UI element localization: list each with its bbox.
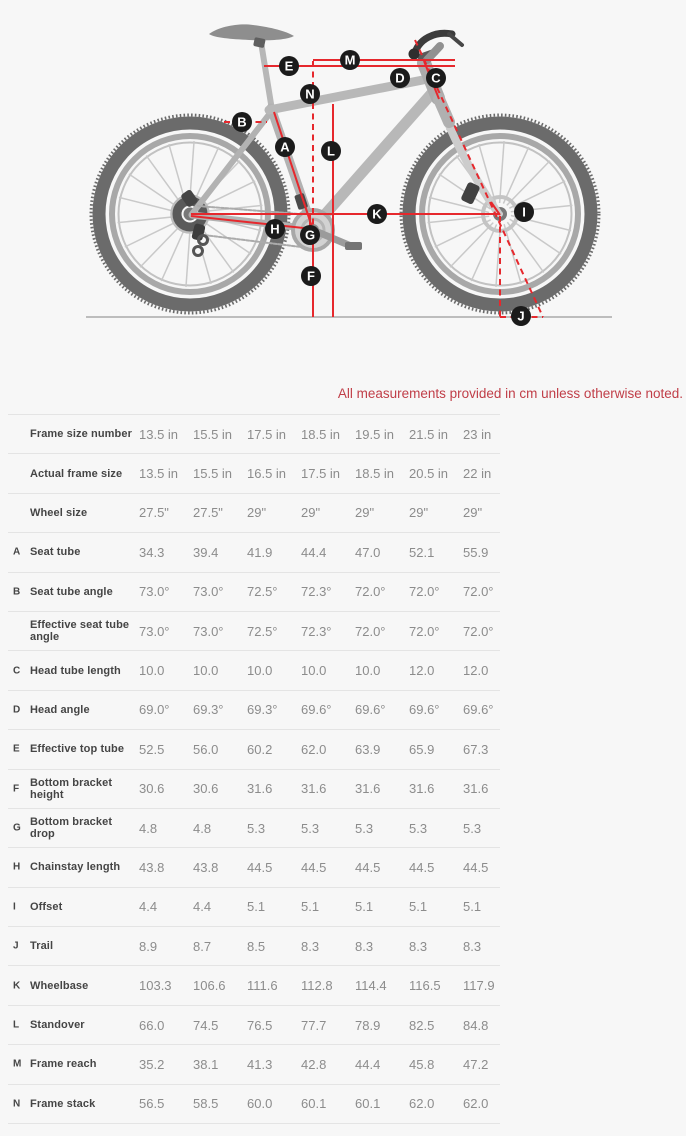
svg-text:I: I bbox=[522, 204, 526, 220]
row-label: Seat tube angle bbox=[30, 585, 113, 598]
cell-value: 44.4 bbox=[301, 544, 327, 560]
cell-value: 5.1 bbox=[409, 899, 428, 915]
row-label-cell bbox=[8, 940, 139, 952]
cell-value: 18.5 in bbox=[301, 426, 341, 442]
table-row bbox=[8, 888, 500, 927]
row-label: Bottom bracket height bbox=[30, 776, 113, 801]
cell-value: 67.3 bbox=[463, 741, 489, 757]
marker-H bbox=[265, 219, 285, 239]
row-letter: D bbox=[13, 704, 21, 716]
row-label-cell bbox=[8, 546, 139, 558]
row-letter: C bbox=[13, 665, 21, 677]
row-label: Wheel size bbox=[30, 506, 88, 519]
cell-value: 56.0 bbox=[193, 741, 219, 757]
cell-value: 43.8 bbox=[193, 859, 219, 875]
marker-E bbox=[279, 56, 299, 76]
row-label: Trail bbox=[30, 940, 54, 953]
cell-value: 29" bbox=[355, 505, 375, 521]
cell-value: 10.0 bbox=[139, 663, 165, 679]
cell-value: 69.6° bbox=[355, 702, 386, 718]
cell-value: 73.0° bbox=[139, 584, 170, 600]
cell-value: 62.0 bbox=[409, 1096, 435, 1112]
cell-value: 47.0 bbox=[355, 544, 381, 560]
cell-value: 13.5 in bbox=[139, 466, 179, 482]
cell-value: 69.0° bbox=[139, 702, 170, 718]
svg-text:G: G bbox=[304, 227, 316, 243]
cell-value: 60.2 bbox=[247, 741, 273, 757]
row-label-cell bbox=[8, 619, 139, 643]
cell-value: 27.5" bbox=[139, 505, 169, 521]
row-label-cell bbox=[8, 1058, 139, 1070]
cell-value: 76.5 bbox=[247, 1017, 273, 1033]
marker-N bbox=[300, 84, 320, 104]
row-label: Effective seat tube angle bbox=[30, 619, 130, 644]
cell-value: 38.1 bbox=[193, 1056, 219, 1072]
row-letter: E bbox=[13, 743, 20, 755]
marker-J bbox=[511, 306, 531, 326]
cell-value: 5.3 bbox=[355, 820, 374, 836]
row-label-cell bbox=[8, 665, 139, 677]
measurement-lines bbox=[191, 40, 543, 317]
cell-value: 111.6 bbox=[247, 978, 278, 994]
cell-value: 12.0 bbox=[463, 663, 489, 679]
svg-text:F: F bbox=[307, 268, 315, 284]
table-row bbox=[8, 415, 500, 454]
marker-B bbox=[232, 112, 252, 132]
cell-value: 8.3 bbox=[463, 938, 482, 954]
cell-value: 29" bbox=[301, 505, 321, 521]
row-label: Standover bbox=[30, 1019, 85, 1032]
row-label-cell bbox=[8, 428, 139, 440]
svg-text:J: J bbox=[517, 308, 525, 324]
cell-value: 60.1 bbox=[301, 1096, 327, 1112]
row-label: Seat tube bbox=[30, 546, 81, 559]
cell-value: 116.5 bbox=[409, 978, 441, 994]
table-row bbox=[8, 966, 500, 1005]
cell-value: 69.6° bbox=[463, 702, 494, 718]
cell-value: 72.0° bbox=[463, 584, 494, 600]
cell-value: 39.4 bbox=[193, 544, 219, 560]
row-label-cell bbox=[8, 704, 139, 716]
cell-value: 72.0° bbox=[409, 584, 440, 600]
cell-value: 44.4 bbox=[355, 1056, 381, 1072]
table-row bbox=[8, 1085, 500, 1124]
table-row bbox=[8, 651, 500, 690]
table-row bbox=[8, 848, 500, 887]
cell-value: 112.8 bbox=[301, 978, 333, 994]
svg-text:M: M bbox=[344, 52, 356, 68]
marker-F bbox=[301, 266, 321, 286]
svg-text:L: L bbox=[327, 143, 335, 159]
row-letter: F bbox=[13, 783, 20, 795]
marker-I bbox=[514, 202, 534, 222]
cell-value: 18.5 in bbox=[355, 466, 395, 482]
cell-value: 47.2 bbox=[463, 1056, 489, 1072]
cell-value: 56.5 bbox=[139, 1096, 165, 1112]
svg-text:D: D bbox=[395, 70, 405, 86]
cell-value: 106.6 bbox=[193, 978, 226, 994]
cell-value: 5.1 bbox=[301, 899, 320, 915]
row-label-cell bbox=[8, 743, 139, 755]
cell-value: 114.4 bbox=[355, 978, 387, 994]
cell-value: 72.3° bbox=[301, 584, 332, 600]
cell-value: 72.3° bbox=[301, 623, 332, 639]
stem bbox=[427, 46, 440, 60]
table-row bbox=[8, 612, 500, 651]
cell-value: 34.3 bbox=[139, 544, 165, 560]
cell-value: 10.0 bbox=[355, 663, 381, 679]
row-label: Frame reach bbox=[30, 1058, 97, 1071]
row-letter: J bbox=[13, 940, 19, 952]
row-label: Frame size number bbox=[30, 428, 132, 441]
row-letter: I bbox=[13, 901, 16, 913]
cell-value: 74.5 bbox=[193, 1017, 219, 1033]
measurement-note: All measurements provided in cm unless otherwise noted. bbox=[337, 386, 683, 401]
cell-value: 5.1 bbox=[463, 899, 482, 915]
row-letter: G bbox=[13, 822, 21, 834]
cell-value: 22 in bbox=[463, 466, 492, 482]
marker-M bbox=[340, 50, 360, 70]
table-row bbox=[8, 770, 500, 809]
row-label-cell bbox=[8, 980, 139, 992]
cell-value: 72.0° bbox=[355, 584, 386, 600]
row-label-cell bbox=[8, 1019, 139, 1031]
cell-value: 15.5 in bbox=[193, 426, 233, 442]
svg-text:B: B bbox=[237, 114, 247, 130]
cell-value: 31.6 bbox=[301, 781, 327, 797]
row-label-cell bbox=[8, 777, 139, 801]
cell-value: 8.3 bbox=[301, 938, 320, 954]
cell-value: 72.0° bbox=[355, 623, 386, 639]
marker-L bbox=[321, 141, 341, 161]
cell-value: 69.6° bbox=[409, 702, 440, 718]
cell-value: 30.6 bbox=[193, 781, 219, 797]
cell-value: 19.5 in bbox=[355, 426, 395, 442]
cell-value: 5.1 bbox=[247, 899, 266, 915]
cell-value: 5.3 bbox=[409, 820, 428, 836]
saddle bbox=[209, 24, 294, 40]
cell-value: 52.1 bbox=[409, 544, 435, 560]
cell-value: 44.5 bbox=[409, 859, 435, 875]
cell-value: 31.6 bbox=[355, 781, 381, 797]
cell-value: 82.5 bbox=[409, 1017, 435, 1033]
derailleur-pulley-lower bbox=[194, 247, 203, 256]
cell-value: 4.8 bbox=[193, 820, 212, 836]
cell-value: 8.3 bbox=[409, 938, 428, 954]
cell-value: 12.0 bbox=[409, 663, 435, 679]
cell-value: 65.9 bbox=[409, 741, 435, 757]
marker-K bbox=[367, 204, 387, 224]
cell-value: 5.3 bbox=[247, 820, 266, 836]
cell-value: 60.0 bbox=[247, 1096, 273, 1112]
cell-value: 5.3 bbox=[463, 820, 482, 836]
table-row bbox=[8, 809, 500, 848]
cell-value: 72.5° bbox=[247, 623, 278, 639]
row-letter: M bbox=[13, 1058, 22, 1070]
svg-text:K: K bbox=[372, 206, 382, 222]
svg-text:N: N bbox=[305, 86, 315, 102]
cell-value: 31.6 bbox=[463, 781, 489, 797]
cell-value: 13.5 in bbox=[139, 426, 179, 442]
cell-value: 72.5° bbox=[247, 584, 278, 600]
cell-value: 43.8 bbox=[139, 859, 165, 875]
cell-value: 23 in bbox=[463, 426, 492, 442]
row-label: Chainstay length bbox=[30, 861, 121, 874]
geometry-table bbox=[8, 414, 500, 1124]
cell-value: 10.0 bbox=[247, 663, 273, 679]
cell-value: 10.0 bbox=[193, 663, 219, 679]
cell-value: 4.8 bbox=[139, 820, 158, 836]
row-label: Bottom bracket drop bbox=[30, 816, 113, 841]
cell-value: 55.9 bbox=[463, 544, 489, 560]
table-row bbox=[8, 494, 500, 533]
table-row bbox=[8, 1006, 500, 1045]
cell-value: 17.5 in bbox=[247, 426, 287, 442]
table-row bbox=[8, 927, 500, 966]
marker-A bbox=[275, 137, 295, 157]
cell-value: 84.8 bbox=[463, 1017, 489, 1033]
cell-value: 52.5 bbox=[139, 741, 165, 757]
row-label-cell bbox=[8, 816, 139, 840]
cell-value: 78.9 bbox=[355, 1017, 381, 1033]
cell-value: 58.5 bbox=[193, 1096, 219, 1112]
cell-value: 16.5 in bbox=[247, 466, 287, 482]
row-letter: B bbox=[13, 586, 21, 598]
row-letter: L bbox=[13, 1019, 20, 1031]
cell-value: 62.0 bbox=[463, 1096, 489, 1112]
cell-value: 69.6° bbox=[301, 702, 332, 718]
cell-value: 73.0° bbox=[193, 584, 224, 600]
cell-value: 44.5 bbox=[301, 859, 327, 875]
svg-text:H: H bbox=[270, 221, 280, 237]
row-label-cell bbox=[8, 901, 139, 913]
cell-value: 10.0 bbox=[301, 663, 327, 679]
row-label-cell bbox=[8, 468, 139, 480]
cell-value: 8.3 bbox=[355, 938, 374, 954]
cell-value: 62.0 bbox=[301, 741, 327, 757]
row-label: Actual frame size bbox=[30, 467, 123, 480]
cell-value: 27.5" bbox=[193, 505, 223, 521]
row-letter: A bbox=[13, 546, 21, 558]
svg-text:A: A bbox=[280, 139, 290, 155]
cell-value: 29" bbox=[409, 505, 429, 521]
brake-lever bbox=[449, 34, 462, 45]
cell-value: 41.9 bbox=[247, 544, 273, 560]
row-label: Effective top tube bbox=[30, 743, 125, 756]
handlebar-grip bbox=[409, 49, 420, 60]
table-row bbox=[8, 1045, 500, 1084]
cell-value: 117.9 bbox=[463, 978, 495, 994]
cell-value: 72.0° bbox=[409, 623, 440, 639]
marker-C bbox=[426, 68, 446, 88]
cell-value: 31.6 bbox=[409, 781, 435, 797]
cell-value: 73.0° bbox=[193, 623, 224, 639]
row-letter: K bbox=[13, 980, 21, 992]
cell-value: 69.3° bbox=[193, 702, 224, 718]
cell-value: 66.0 bbox=[139, 1017, 165, 1033]
marker-G bbox=[300, 225, 320, 245]
cell-value: 15.5 in bbox=[193, 466, 233, 482]
derailleur-pulley-upper bbox=[199, 236, 208, 245]
cell-value: 5.1 bbox=[355, 899, 374, 915]
cell-value: 44.5 bbox=[247, 859, 273, 875]
row-label-cell bbox=[8, 1098, 139, 1110]
cell-value: 8.7 bbox=[193, 938, 212, 954]
row-letter: N bbox=[13, 1098, 21, 1110]
cell-value: 20.5 in bbox=[409, 466, 449, 482]
row-label-cell bbox=[8, 507, 139, 519]
row-label: Head angle bbox=[30, 703, 90, 716]
table-row bbox=[8, 691, 500, 730]
table-row bbox=[8, 454, 500, 493]
svg-text:E: E bbox=[284, 58, 294, 74]
cell-value: 77.7 bbox=[301, 1017, 327, 1033]
cell-value: 4.4 bbox=[193, 899, 212, 915]
row-label: Offset bbox=[30, 900, 63, 913]
cell-value: 29" bbox=[463, 505, 483, 521]
cell-value: 8.5 bbox=[247, 938, 266, 954]
row-label-cell bbox=[8, 861, 139, 873]
cell-value: 72.0° bbox=[463, 623, 494, 639]
cell-value: 31.6 bbox=[247, 781, 273, 797]
cell-value: 73.0° bbox=[139, 623, 170, 639]
svg-text:C: C bbox=[431, 70, 441, 86]
table-row bbox=[8, 533, 500, 572]
cell-value: 29" bbox=[247, 505, 267, 521]
cell-value: 63.9 bbox=[355, 741, 381, 757]
table-row bbox=[8, 730, 500, 769]
pedal bbox=[345, 242, 362, 250]
marker-D bbox=[390, 68, 410, 88]
cell-value: 5.3 bbox=[301, 820, 320, 836]
cell-value: 41.3 bbox=[247, 1056, 273, 1072]
cell-value: 69.3° bbox=[247, 702, 278, 718]
cell-value: 103.3 bbox=[139, 978, 172, 994]
cell-value: 4.4 bbox=[139, 899, 158, 915]
cell-value: 60.1 bbox=[355, 1096, 381, 1112]
cell-value: 8.9 bbox=[139, 938, 158, 954]
cell-value: 44.5 bbox=[463, 859, 489, 875]
row-label: Head tube length bbox=[30, 664, 121, 677]
row-label-cell bbox=[8, 586, 139, 598]
table-row bbox=[8, 573, 500, 612]
cell-value: 35.2 bbox=[139, 1056, 165, 1072]
row-label: Frame stack bbox=[30, 1097, 96, 1110]
cell-value: 17.5 in bbox=[301, 466, 341, 482]
cell-value: 42.8 bbox=[301, 1056, 327, 1072]
cell-value: 21.5 in bbox=[409, 426, 449, 442]
row-label: Wheelbase bbox=[30, 979, 89, 992]
cell-value: 30.6 bbox=[139, 781, 165, 797]
row-letter: H bbox=[13, 861, 21, 873]
bike-geometry-diagram bbox=[0, 0, 686, 372]
cell-value: 44.5 bbox=[355, 859, 381, 875]
cell-value: 45.8 bbox=[409, 1056, 435, 1072]
